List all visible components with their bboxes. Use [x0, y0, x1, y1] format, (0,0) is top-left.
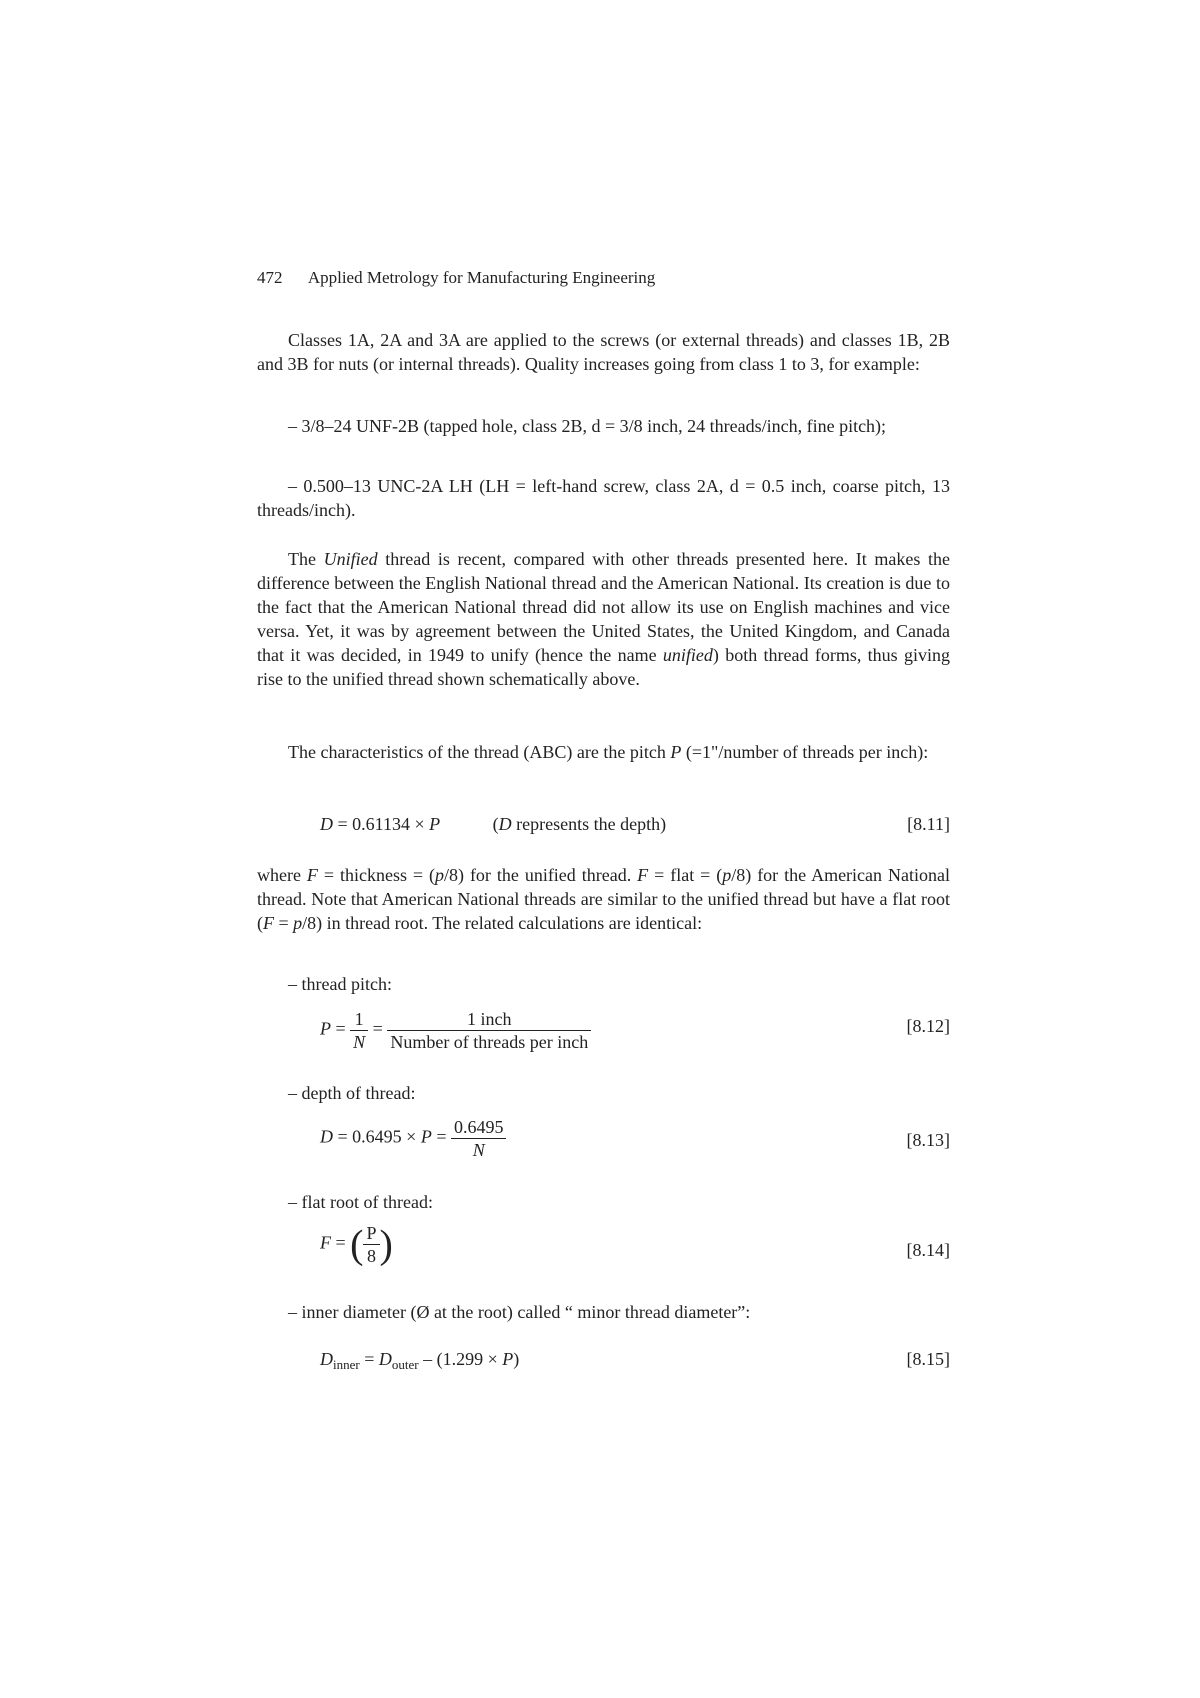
math-text: =: [359, 1349, 379, 1369]
subscript: outer: [391, 1357, 419, 1372]
text-run: where: [257, 865, 307, 885]
math-var: F: [263, 913, 274, 933]
example-unf: – 3/8–24 UNF-2B (tapped hole, class 2B, d = 3/8 inch, 24 threads/inch, fine pitch);: [288, 416, 887, 436]
equation-number-8-15: [8.15]: [906, 1349, 950, 1369]
numerator: P: [363, 1222, 379, 1245]
item-flat-root: – flat root of thread:: [288, 1192, 433, 1212]
denominator: N: [472, 1140, 485, 1160]
math-var: P: [429, 814, 441, 834]
equation-8-14: [320, 1222, 393, 1267]
item-inner-diameter: – inner diameter (Ø at the root) called “ minor thread diameter”:: [288, 1302, 751, 1322]
fraction-inch-per-threads: [387, 1008, 591, 1053]
text-run: The characteristics of the thread (ABC) are the pitch: [288, 742, 671, 762]
numerator: 1 inch: [387, 1008, 591, 1031]
equation-8-11: [320, 812, 666, 836]
math-text: =: [368, 1018, 388, 1039]
running-header: [257, 268, 655, 288]
text-run: ) both thread forms, thus giving rise to the unified thread shown schematically above.: [257, 645, 950, 689]
italic-term: Unified: [323, 549, 378, 569]
equation-note: [493, 814, 666, 834]
item-thread-pitch: – thread pitch:: [288, 974, 392, 994]
math-var: P: [502, 1349, 514, 1369]
paragraph-characteristics: [257, 740, 950, 764]
fraction-0-6495-over-n: [451, 1116, 507, 1161]
text-run: thread is recent, compared with other threads presented here. It makes the difference between the English National thread and the American National. Its creation is due to the fact that the American National thread did not allow its use on English machines and vice versa. Yet, it was by agreement between the United States, the United Kingdom, and Canada that it was decided, in 1949 to unify (hence the name: [257, 549, 951, 665]
fraction-p-over-8: [363, 1222, 379, 1267]
equation-number-8-12: [8.12]: [906, 1016, 950, 1036]
example-unc: – 0.500–13 UNC-2A LH (LH = left-hand screw, class 2A, d = 0.5 inch, coarse pitch, 13 threads/inch).: [257, 476, 950, 520]
equation-number-8-11: [8.11]: [907, 814, 950, 834]
math-text: =: [331, 1232, 351, 1253]
text-run: /8) in thread root. The related calculations are identical:: [302, 913, 703, 933]
math-text: represents the depth): [511, 814, 667, 834]
math-var: F: [306, 865, 318, 885]
equation-number-8-14: [8.14]: [906, 1240, 950, 1260]
paragraph-flat-definition: [257, 863, 950, 935]
text-run: The: [288, 549, 324, 569]
math-var: p: [293, 913, 303, 933]
math-var: D: [320, 814, 333, 834]
equation-8-12: [320, 1008, 591, 1053]
math-text: – (1.299 ×: [418, 1349, 503, 1369]
math-var: p: [722, 865, 732, 885]
paragraph-unified-thread: [257, 547, 950, 691]
text-run: /8) for the unified thread.: [444, 865, 638, 885]
math-var: D: [320, 1349, 333, 1369]
math-text: = 0.61134 ×: [333, 814, 430, 834]
numerator: 1: [350, 1008, 368, 1031]
text-run: = flat = (: [648, 865, 723, 885]
math-var: P: [670, 742, 682, 762]
italic-term: unified: [662, 645, 713, 665]
text-run: /8) for the American National thread. Note that American National threads are similar to the unified thread but have a flat root (: [257, 865, 950, 933]
math-var: D: [320, 1126, 333, 1147]
left-paren: (: [350, 1221, 364, 1267]
right-paren: ): [379, 1221, 393, 1267]
paragraph-thread-classes: Classes 1A, 2A and 3A are applied to the screws (or external threads) and classes 1B, 2B and 3B for nuts (or internal threads). Quality increases going from class 1 to 3, for example:: [257, 330, 950, 374]
math-text: ): [513, 1349, 520, 1369]
math-var: P: [320, 1018, 331, 1039]
math-var: F: [320, 1232, 331, 1253]
text-run: =: [274, 913, 294, 933]
math-text: = 0.6495 ×: [333, 1126, 421, 1147]
math-var: D: [498, 814, 512, 834]
math-var: p: [435, 865, 444, 885]
math-text: (: [492, 814, 499, 834]
equation-8-13: [320, 1116, 506, 1161]
denominator: 8: [366, 1246, 376, 1266]
math-text: =: [331, 1018, 351, 1039]
math-var: F: [637, 865, 649, 885]
math-var: D: [378, 1349, 392, 1369]
equation-8-15: [320, 1347, 519, 1377]
text-run: (=1"/number of threads per inch):: [681, 742, 929, 762]
running-title: Applied Metrology for Manufacturing Engineering: [307, 268, 656, 287]
fraction-1-over-n: [350, 1008, 368, 1053]
item-depth-of-thread: – depth of thread:: [288, 1083, 416, 1103]
math-text: =: [431, 1126, 451, 1147]
subscript: inner: [333, 1357, 360, 1372]
math-var: P: [420, 1126, 432, 1147]
numerator: 0.6495: [451, 1116, 507, 1139]
text-run: = thickness = (: [317, 865, 435, 885]
equation-number-8-13: [8.13]: [906, 1130, 950, 1150]
denominator: N: [353, 1032, 366, 1052]
denominator: Number of threads per inch: [390, 1032, 589, 1052]
page-number: 472: [257, 268, 283, 287]
